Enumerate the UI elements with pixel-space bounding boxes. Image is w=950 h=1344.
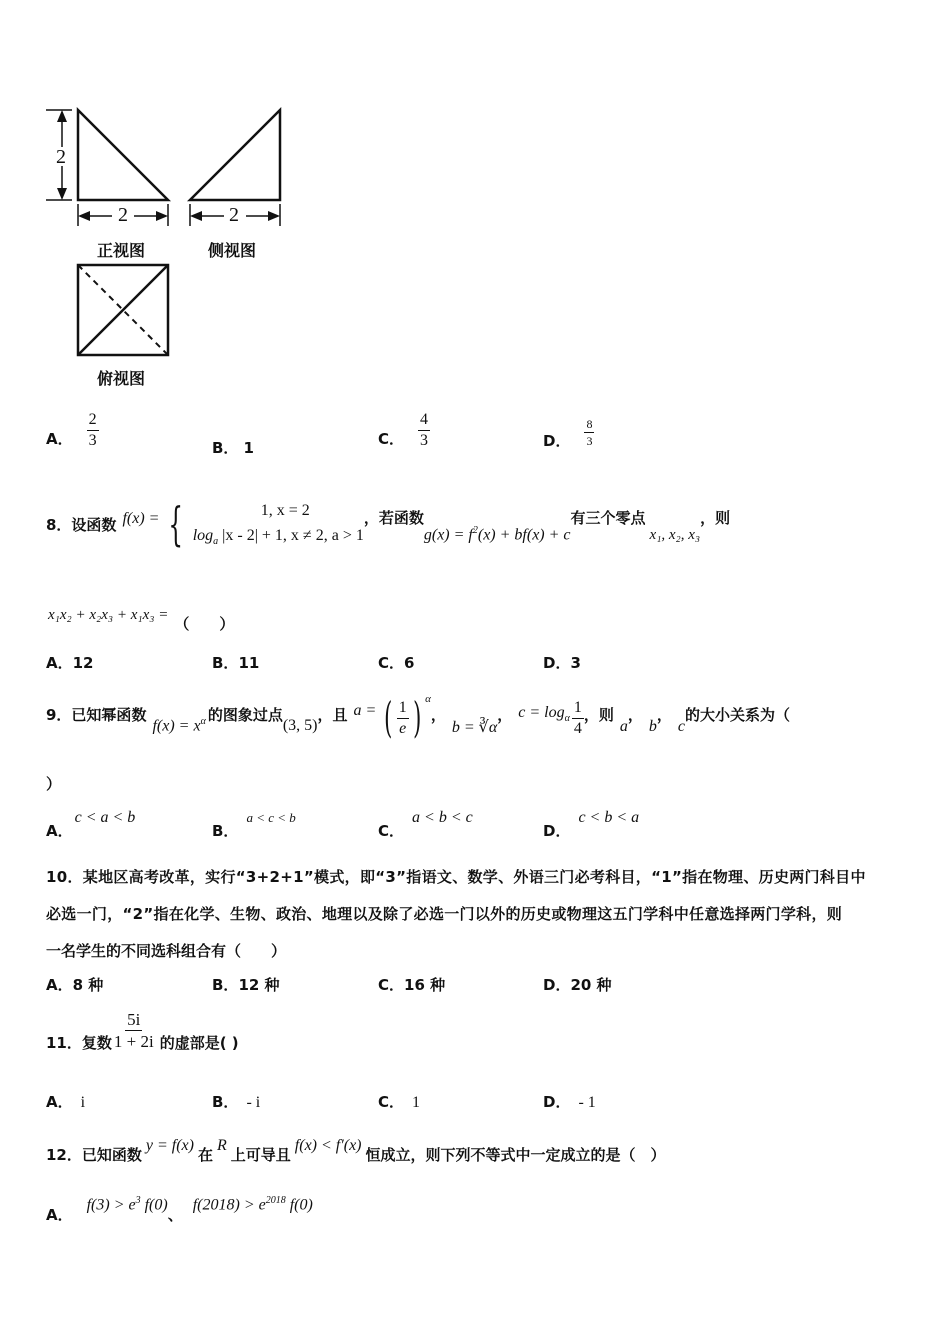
q9-close-paren: ） <box>46 775 62 793</box>
q10-option-d[interactable]: D．20 种 <box>543 976 612 994</box>
q9-option-c[interactable]: C．a < b < c <box>378 809 473 840</box>
q9-a-close-paren: ) <box>412 693 421 742</box>
q8-expression-line <box>48 597 234 634</box>
q8-option-c[interactable]: C．6 <box>378 654 415 672</box>
q8-tail: 有三个零点 <box>570 508 646 527</box>
q9-var-c: c <box>677 718 686 735</box>
q8-prefix: 8．设函数 <box>46 515 117 534</box>
q7-option-d[interactable] <box>543 414 594 451</box>
q9-option-d[interactable]: D．c < b < a <box>543 809 640 840</box>
q12-y-def: y = f(x) <box>145 1136 194 1154</box>
q12-prefix: 12．已知函数 <box>46 1146 142 1164</box>
q11-option-b[interactable]: B． - i <box>212 1093 261 1111</box>
q9-var-b: b <box>648 718 657 735</box>
q8-paren: （ ） <box>174 615 235 633</box>
q11-fraction: $\frac{5i}{1 + 2i}$ <box>113 1010 154 1051</box>
option-letter: C． <box>378 430 405 448</box>
q9-comma1: ， <box>430 705 446 724</box>
q12-tail: 恒成立，则下列不等式中一定成立的是（ ） <box>365 1146 666 1164</box>
q12-R: R <box>217 1136 227 1154</box>
q11-stem <box>46 1008 239 1053</box>
top-view-label: 俯视图 <box>97 369 146 388</box>
q8-case2: $\log_a |x - 2| + 1$, x ≠ 2, a > 1 <box>192 526 364 547</box>
q8-zeros: x₁, x₂, x₃ <box>649 526 701 543</box>
q8-left-brace: { <box>168 497 184 551</box>
q7-option-a[interactable] <box>46 412 99 449</box>
q12-mid1: 在 <box>197 1146 213 1164</box>
side-view-triangle <box>190 110 280 200</box>
q9-c-lhs: $c = \log_\alpha$ <box>518 703 570 725</box>
top-view-diagonal-solid <box>78 265 168 355</box>
option-letter: B． <box>212 439 239 457</box>
q8-mid: ，若函数 <box>363 508 424 527</box>
q12-stem <box>46 1126 666 1165</box>
q9-b-def: b = ∛α <box>451 719 498 736</box>
q9-c-fraction: $\frac{1}{4}$ <box>573 698 582 737</box>
q9-option-a[interactable]: A．c < a < b <box>46 809 136 840</box>
q9-var-a: a <box>619 718 628 735</box>
q8-end: ，则 <box>700 508 731 527</box>
q11-tail: 的虚部是( ) <box>159 1034 239 1052</box>
q9-sep2: ， <box>656 705 672 724</box>
q10-line1: 10．某地区高考改革，实行“3+2+1”模式，即“3”指语文、数学、外语三门必考科目，“1”指在物理、历史两门科目中 <box>46 868 866 886</box>
q8-option-a[interactable]: A．12 <box>46 654 94 672</box>
q9-comma2: ， <box>497 705 513 724</box>
q12-option-a[interactable]: A． $f(3) > e^3$ f(0) 、 $f(2018) > e^{2018}$ f(0) <box>46 1194 313 1224</box>
q10-line2: 必选一门，“2”指在化学、生物、政治、地理以及除了必选一门以外的历史或物理这五门学科中任意选择两门学科，则 <box>46 905 843 923</box>
q8-g-def: $g(x) = f^2(x) + bf(x) + c$ <box>423 525 571 544</box>
q9-mid2: ，且 <box>317 705 348 724</box>
fraction: $\frac{4}{3}$ <box>420 411 429 449</box>
q9-mid3: ，则 <box>583 705 614 724</box>
q10-option-a[interactable]: A．8 种 <box>46 976 104 994</box>
front-view-triangle <box>78 110 168 200</box>
option-letter: D． <box>543 432 571 450</box>
q8-option-b[interactable]: B．11 <box>212 654 260 672</box>
q8-f-def: f(x) = <box>122 510 160 527</box>
q9-a-open-paren: ( <box>384 693 393 742</box>
q8-case1: 1, x = 2 <box>260 501 310 519</box>
front-view-label: 正视图 <box>97 241 146 260</box>
option-letter: A． <box>46 430 73 448</box>
q10-line3: 一名学生的不同选科组合有（ ） <box>46 942 287 960</box>
q11-option-d[interactable]: D． - 1 <box>543 1093 596 1111</box>
q8-option-d[interactable]: D．3 <box>543 654 581 672</box>
dim-front-width-label: 2 <box>118 204 128 226</box>
q12-optA-expr1: $f(3) > e^3$ f(0) <box>86 1194 168 1214</box>
q10-option-b[interactable]: B．12 种 <box>212 976 280 994</box>
q7-option-b[interactable] <box>212 437 254 458</box>
q9-option-b[interactable]: B．a < c < b <box>212 810 296 840</box>
q9-a-fraction: $\frac{1}{e}$ <box>398 698 407 737</box>
q9-stem <box>46 690 790 746</box>
side-view-label: 侧视图 <box>208 241 257 260</box>
q11-option-c[interactable]: C． 1 <box>378 1093 421 1111</box>
q8-stem <box>46 496 730 552</box>
q9-f-def: $f(x) = x^\alpha$ <box>152 716 206 735</box>
q12-mid2: 上可导且 <box>230 1146 291 1164</box>
dim-side-width-label: 2 <box>229 204 239 226</box>
q9-sep1: ， <box>627 705 643 724</box>
q9-mid1: 的图象过点 <box>207 705 283 724</box>
q12-optA-expr2: $f(2018) > e^{2018}$ f(0) <box>192 1194 313 1214</box>
q8-expr: x₁x₂ + x₂x₃ + x₁x₃ = <box>48 607 169 623</box>
option-text: 1 <box>243 439 254 457</box>
fraction: $\frac{8}{3}$ <box>586 417 593 448</box>
q9-prefix: 9．已知幂函数 <box>46 705 147 724</box>
q7-option-c[interactable] <box>378 412 430 449</box>
q10-option-c[interactable]: C．16 种 <box>378 976 446 994</box>
q9-tail: 的大小关系为（ <box>685 705 791 724</box>
q11-prefix: 11．复数 <box>46 1034 112 1052</box>
q8-cases <box>193 499 364 549</box>
q11-option-a[interactable]: A． i <box>46 1093 86 1111</box>
dim-height-label: 2 <box>56 146 66 168</box>
three-view-figure <box>40 100 300 400</box>
q9-a-lhs: a = <box>353 702 377 719</box>
q12-ineq: f(x) < f′(x) <box>294 1136 362 1154</box>
q9-a-sup: α <box>425 693 431 705</box>
q9-point: (3, 5) <box>282 717 318 734</box>
fraction: $\frac{2}{3}$ <box>88 411 97 449</box>
